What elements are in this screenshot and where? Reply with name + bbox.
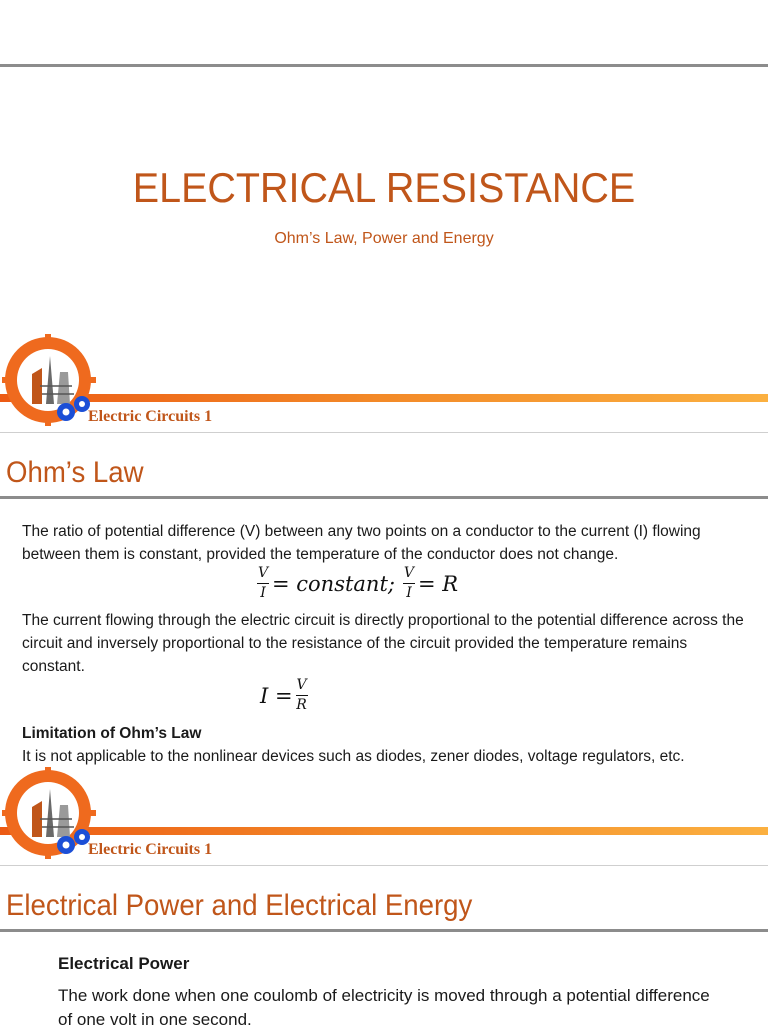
limitation-text: It is not applicable to the nonlinear devices such as diodes, zener diodes, voltage regulators, etc. [22,748,685,765]
slide-divider [0,432,768,433]
denominator: I [260,585,266,601]
presentation-subtitle: Ohm’s Law, Power and Energy [274,230,494,247]
equation-ratio-constant [254,566,458,601]
fraction-v-over-i [257,566,269,601]
fraction-v-over-i [403,566,415,601]
fraction-bar [403,583,415,584]
top-divider [0,64,768,67]
title-underline [0,496,768,499]
college-logo-icon [2,767,96,859]
slide-divider [0,865,768,866]
footer-label: Electric Circuits 1 [88,841,213,858]
footer-bar [0,827,768,835]
power-definition: The work done when one coulomb of electricity is moved through a potential difference of one volt in one second. [58,986,710,1029]
numerator: V [296,677,307,693]
numerator: V [403,565,415,581]
footer-label: Electric Circuits 1 [88,408,213,425]
title-underline [0,929,768,932]
equation-middle: = constant; [272,571,395,596]
presentation-title: ELECTRICAL RESISTANCE [132,164,636,211]
denominator: R [296,697,307,713]
fraction-bar [257,583,269,584]
ohms-law-definition: The ratio of potential difference (V) between any two points on a conductor to the current (I) flowing between them is constant, provided the temperature of the conductor does not change. [22,523,701,563]
denominator: I [406,585,412,601]
numerator: V [257,565,269,581]
footer-bar [0,394,768,402]
limitation-heading: Limitation of Ohm’s Law [22,725,202,742]
slide-title-power-energy: Electrical Power and Electrical Energy [6,889,473,922]
equation-rhs: = R [417,571,459,596]
equation-lhs: I = [260,683,293,708]
ohms-law-statement: The current flowing through the electric circuit is directly proportional to the potential difference across the circuit and inversely proportional to the resistance of the circuit provided the temperature remains constant. [22,612,744,675]
power-heading: Electrical Power [58,954,190,973]
fraction-v-over-r [296,678,308,713]
slide-title-ohms-law: Ohm’s Law [6,456,144,489]
college-logo-icon [2,334,96,426]
equation-current [260,678,311,713]
fraction-bar [296,695,308,696]
